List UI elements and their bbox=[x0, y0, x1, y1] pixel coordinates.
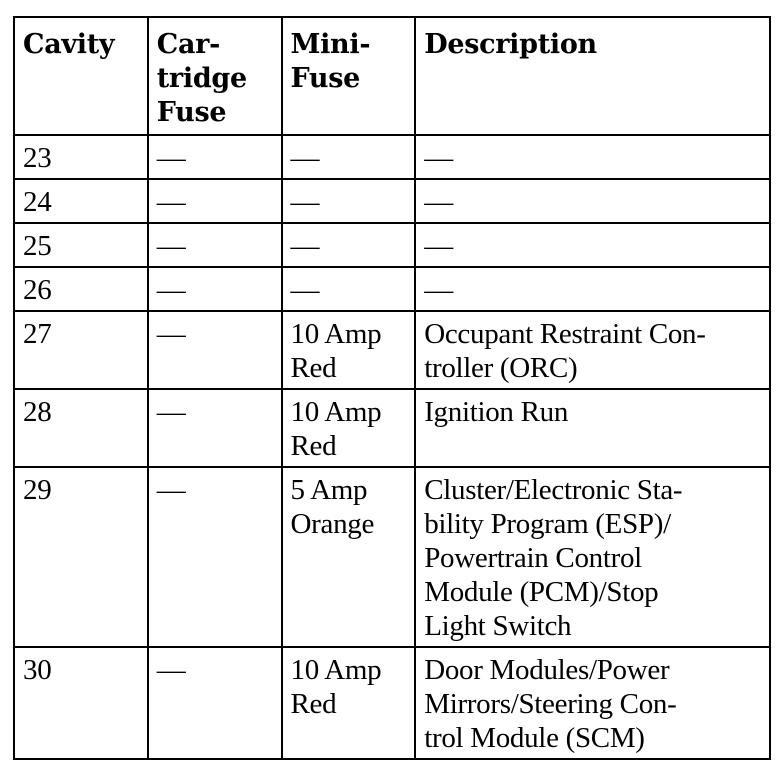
cell-mini-fuse: 10 Amp Red bbox=[282, 647, 416, 759]
cell-mini-fuse: 5 Amp Orange bbox=[282, 467, 416, 647]
cell-cartridge-fuse: — bbox=[148, 467, 282, 647]
cell-cartridge-fuse: — bbox=[148, 389, 282, 467]
cell-mini-fuse: 10 Amp Red bbox=[282, 311, 416, 389]
table-row bbox=[14, 311, 770, 389]
cell-description: Cluster/Electronic Sta- bility Program (ESP)/ Powertrain Control Module (PCM)/Stop Light Switch bbox=[415, 467, 770, 647]
cell-description: — bbox=[415, 223, 770, 267]
table-row bbox=[14, 179, 770, 223]
cell-cavity: 26 bbox=[14, 267, 148, 311]
cell-cavity: 24 bbox=[14, 179, 148, 223]
cell-cavity: 23 bbox=[14, 135, 148, 179]
cell-description: — bbox=[415, 135, 770, 179]
cell-description: — bbox=[415, 179, 770, 223]
header-cavity: Cavity bbox=[14, 17, 148, 135]
header-description: Description bbox=[415, 17, 770, 135]
cell-cartridge-fuse: — bbox=[148, 647, 282, 759]
cell-cavity: 25 bbox=[14, 223, 148, 267]
table-row bbox=[14, 389, 770, 467]
cell-cartridge-fuse: — bbox=[148, 223, 282, 267]
cell-cavity: 28 bbox=[14, 389, 148, 467]
table-row bbox=[14, 647, 770, 759]
cell-cavity: 30 bbox=[14, 647, 148, 759]
table-row bbox=[14, 467, 770, 647]
table-row bbox=[14, 135, 770, 179]
table-row bbox=[14, 223, 770, 267]
cell-mini-fuse: 10 Amp Red bbox=[282, 389, 416, 467]
header-mini-fuse: Mini- Fuse bbox=[282, 17, 416, 135]
cell-cartridge-fuse: — bbox=[148, 311, 282, 389]
cell-description: Occupant Restraint Con- troller (ORC) bbox=[415, 311, 770, 389]
cell-mini-fuse: — bbox=[282, 135, 416, 179]
cell-cartridge-fuse: — bbox=[148, 267, 282, 311]
cell-cartridge-fuse: — bbox=[148, 179, 282, 223]
header-row bbox=[14, 17, 770, 135]
header-cartridge-fuse: Car- tridge Fuse bbox=[148, 17, 282, 135]
table-row bbox=[14, 267, 770, 311]
cell-cavity: 29 bbox=[14, 467, 148, 647]
cell-mini-fuse: — bbox=[282, 179, 416, 223]
cell-mini-fuse: — bbox=[282, 223, 416, 267]
cell-description: Door Modules/Power Mirrors/Steering Con- trol Module (SCM) bbox=[415, 647, 770, 759]
cell-description: Ignition Run bbox=[415, 389, 770, 467]
cell-cavity: 27 bbox=[14, 311, 148, 389]
fuse-table bbox=[13, 16, 771, 760]
cell-cartridge-fuse: — bbox=[148, 135, 282, 179]
cell-mini-fuse: — bbox=[282, 267, 416, 311]
cell-description: — bbox=[415, 267, 770, 311]
